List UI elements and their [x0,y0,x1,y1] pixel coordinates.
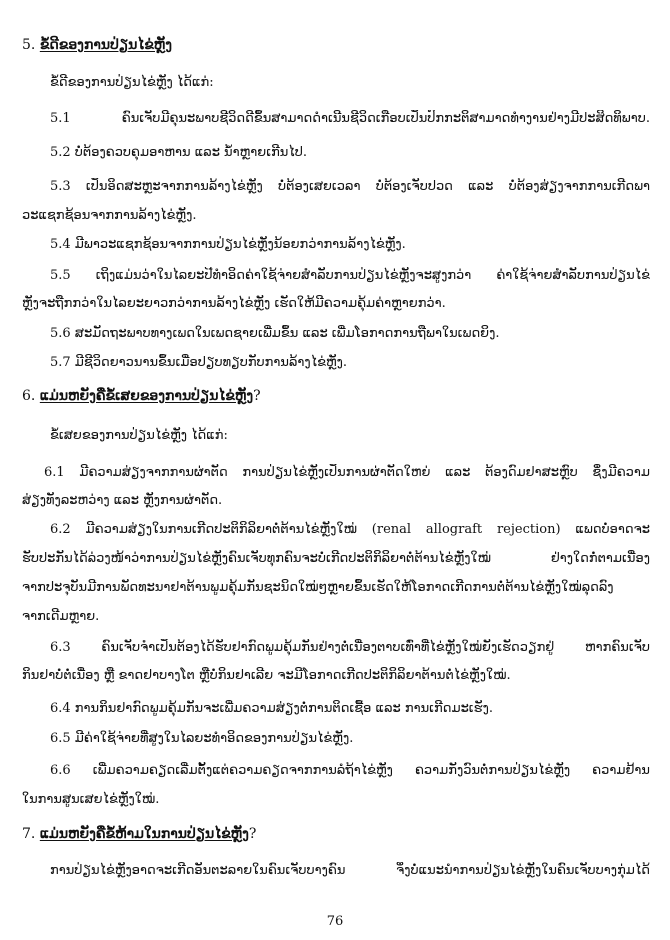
item-6-2-line-3: ຈາກປະຈຸບັນມີການພັດທະນາຢາຕ້ານພູມຄຸ້ມກັນຊະນິດໃໝ່ໆຫຼາຍຂຶ້ນເຮັດໃຫ້ໂອກາດເກີດການຕໍ່ຕ້ານໄຂ່ຫຼັງໃໝ່ລຸດລົງ [22,580,614,595]
section-5-title: ຂໍ້ດີຂອງການປ່ຽນໄຂ່ຫຼັງ [39,37,173,53]
item-6-5: 6.5 ມີຄ່າໃຊ້ຈ່າຍທີ່ສູງໃນໄລຍະທຳອິດຂອງການປ່ຽນໄຂ່ຫຼັງ. [50,731,354,746]
section-5-intro: ຂໍ້ດີຂອງການປ່ຽນໄຂ່ຫຼັງ ໄດ້ແກ່: [50,75,214,90]
item-6-3-line-2: ກິນຢາບໍ່ຕໍ່ເນື່ອງ ຫຼື ຂາດຢາບາງໂຕ ຫຼືບໍ່ກິນຢາເລີຍ ຈະມີໂອກາດເກີດປະຕິກິລິຍາຕ້ານຕໍ່ໄຂ່ຫຼັງໃໝ່. [22,668,511,683]
item-5-2: 5.2 ບໍ່ຕ້ອງຄວບຄຸມອາຫານ ແລະ ນ້ຳຫຼາຍເກີນໄປ. [50,145,308,160]
section-7-title: ແມ່ນຫຍັງຄືຂໍ້ຫ້າມໃນການປ່ຽນໄຂ່ຫຼັງ [39,826,249,842]
item-6-3-line-1: 6.3 ຄົນເຈັບຈຳເປັນຕ້ອງໄດ້ຮັບຢາກົດພູມຄຸ້ມກັນຢ່າງຕໍ່ເນື່ອງຕາບເທົ່າທີ່ໄຂ່ຫຼັງໃໝ່ຍັງເຮັດວຽກຢູ່ ຫາກຄົນເຈັບ [50,640,650,655]
item-5-5-line-1: 5.5 ເຖິງແມ່ນວ່າໃນໄລຍະປີທຳອິດຄ່າໃຊ້ຈ່າຍສຳລັບການປ່ຽນໄຂ່ຫຼັງຈະສູງກວ່າ ຄ່າໃຊ້ຈ່າຍສຳລັບການປ່ຽນໄຂ່ [50,268,650,283]
section-7-intro: ການປ່ຽນໄຂ່ຫຼັງອາດຈະເກີດອັນຕະລາຍໃນຄົນເຈັບບາງຄົນ ຈຶ່ງບໍ່ແນະນຳການປ່ຽນໄຂ່ຫຼັງໃນຄົນເຈັບບາງກຸ່ມໄດ້ [50,863,650,878]
item-6-4: 6.4 ການກິນຢາກົດພູມຄຸ້ມກັນຈະເພີ່ມຄວາມສ່ຽງຕໍ່ການຕິດເຊື້ອ ແລະ ການເກີດມະເຮັງ. [50,701,493,716]
item-5-6: 5.6 ສະມັດຖະພາບທາງເພດໃນເພດຊາຍເພີ່ມຂຶ້ນ ແລະ ເພີ່ມໂອກາດການຖືພາໃນເພດຍິງ. [50,326,500,341]
item-5-3-line-2: ວະແຊກຊ້ອນຈາກການລ້າງໄຂ່ຫຼັງ. [22,208,197,223]
section-7-heading [22,825,256,843]
item-6-1-line-1: 6.1 ມີຄວາມສ່ຽງຈາກການຜ່າຕັດ ການປ່ຽນໄຂ່ຫຼັງເປັນການຜ່າຕັດໃຫຍ່ ແລະ ຕ້ອງດົມຢາສະຫຼົບ ຊຶ່ງມີຄວາມ [44,465,650,480]
section-5-heading [22,36,172,54]
item-6-2-line-2: ຮັບປະກັນໄດ້ລ່ວງໜ້າວ່າການປ່ຽນໄຂ່ຫຼັງຄົນເຈັບທຸກຄົນຈະບໍ່ເກີດປະຕິກິລິຍາຕໍ່ຕ້ານໄຂ່ຫຼັງໃໝ່ ຢ່າງໃດກໍ່ຕາມເນື່ອງ [22,551,650,566]
section-6-heading [22,387,261,405]
section-7-suffix: ? [248,826,257,842]
item-5-5-line-2: ຫຼັງຈະຖືກກວ່າໃນໄລຍະຍາວກວ່າການລ້າງໄຂ່ຫຼັງ ເຮັດໃຫ້ມີຄວາມຄຸ້ມຄ່າຫຼາຍກວ່າ. [22,296,446,311]
item-6-1-line-2: ສ່ຽງທັງລະຫວ່າງ ແລະ ຫຼັງການຜ່າຕັດ. [22,493,223,508]
item-5-4: 5.4 ມີພາວະແຊກຊ້ອນຈາກການປ່ຽນໄຂ່ຫຼັງນ້ອຍກວ່າການລ້າງໄຂ່ຫຼັງ. [50,237,406,252]
item-6-6-line-2: ໃນການສູນເສຍໄຂ່ຫຼັງໃໝ່. [22,792,160,807]
page-number: 76 [326,914,344,929]
section-5-number: 5. [22,37,36,53]
section-6-number: 6. [22,388,36,404]
item-6-6-line-1: 6.6 ເພີ່ມຄວາມຄຽດເລີ່ມຕັ້ງແຕ່ຄວາມຄຽດຈາກການລໍຖ້າໄຂ່ຫຼັງ ຄວາມກັງວົນຕໍ່ການປ່ຽນໄຂ່ຫຼັງ ຄວາມຢ້ານ [50,763,650,778]
item-6-2-line-4: ຈາກເດີມຫຼາຍ. [22,609,100,624]
section-6-intro: ຂໍ້ເສຍຂອງການປ່ຽນໄຂ່ຫຼັງ ໄດ້ແກ່: [50,428,228,443]
item-5-7: 5.7 ມີຊີວິດຍາວນານຂຶ້ນເມື່ອປຽບທຽບກັບການລ້າງໄຂ່ຫຼັງ. [50,355,348,370]
section-6-suffix: ? [253,388,261,404]
item-5-1: 5.1 ຄົນເຈັບມີຄຸນະພາບຊີວິດດີຂຶ້ນສາມາດດຳເນີນຊີວິດເກືອບເປັນປົກກະຕິສາມາດທຳງານຢ່າງມີປະສິດທິພາບ. [50,111,650,126]
item-6-2-line-1: 6.2 ມີຄວາມສ່ຽງໃນການເກີດປະຕິກິລິຍາຕໍ່ຕ້ານໄຂ່ຫຼັງໃໝ່ (renal allograft rejection) ແພດບໍ່ອາດຈະ [50,522,650,537]
item-5-3-line-1: 5.3 ເປັນອິດສະຫຼະຈາກການລ້າງໄຂ່ຫຼັງ ບໍ່ຕ້ອງເສຍເວລາ ບໍ່ຕ້ອງເຈັບປວດ ແລະ ບໍ່ຕ້ອງສ່ຽງຈາກການເກີດພາ [50,179,650,194]
section-7-number: 7. [22,826,36,842]
section-6-title: ແມ່ນຫຍັງຄືຂໍ້ເສຍຂອງການປ່ຽນໄຂ່ຫຼັງ [39,388,254,404]
